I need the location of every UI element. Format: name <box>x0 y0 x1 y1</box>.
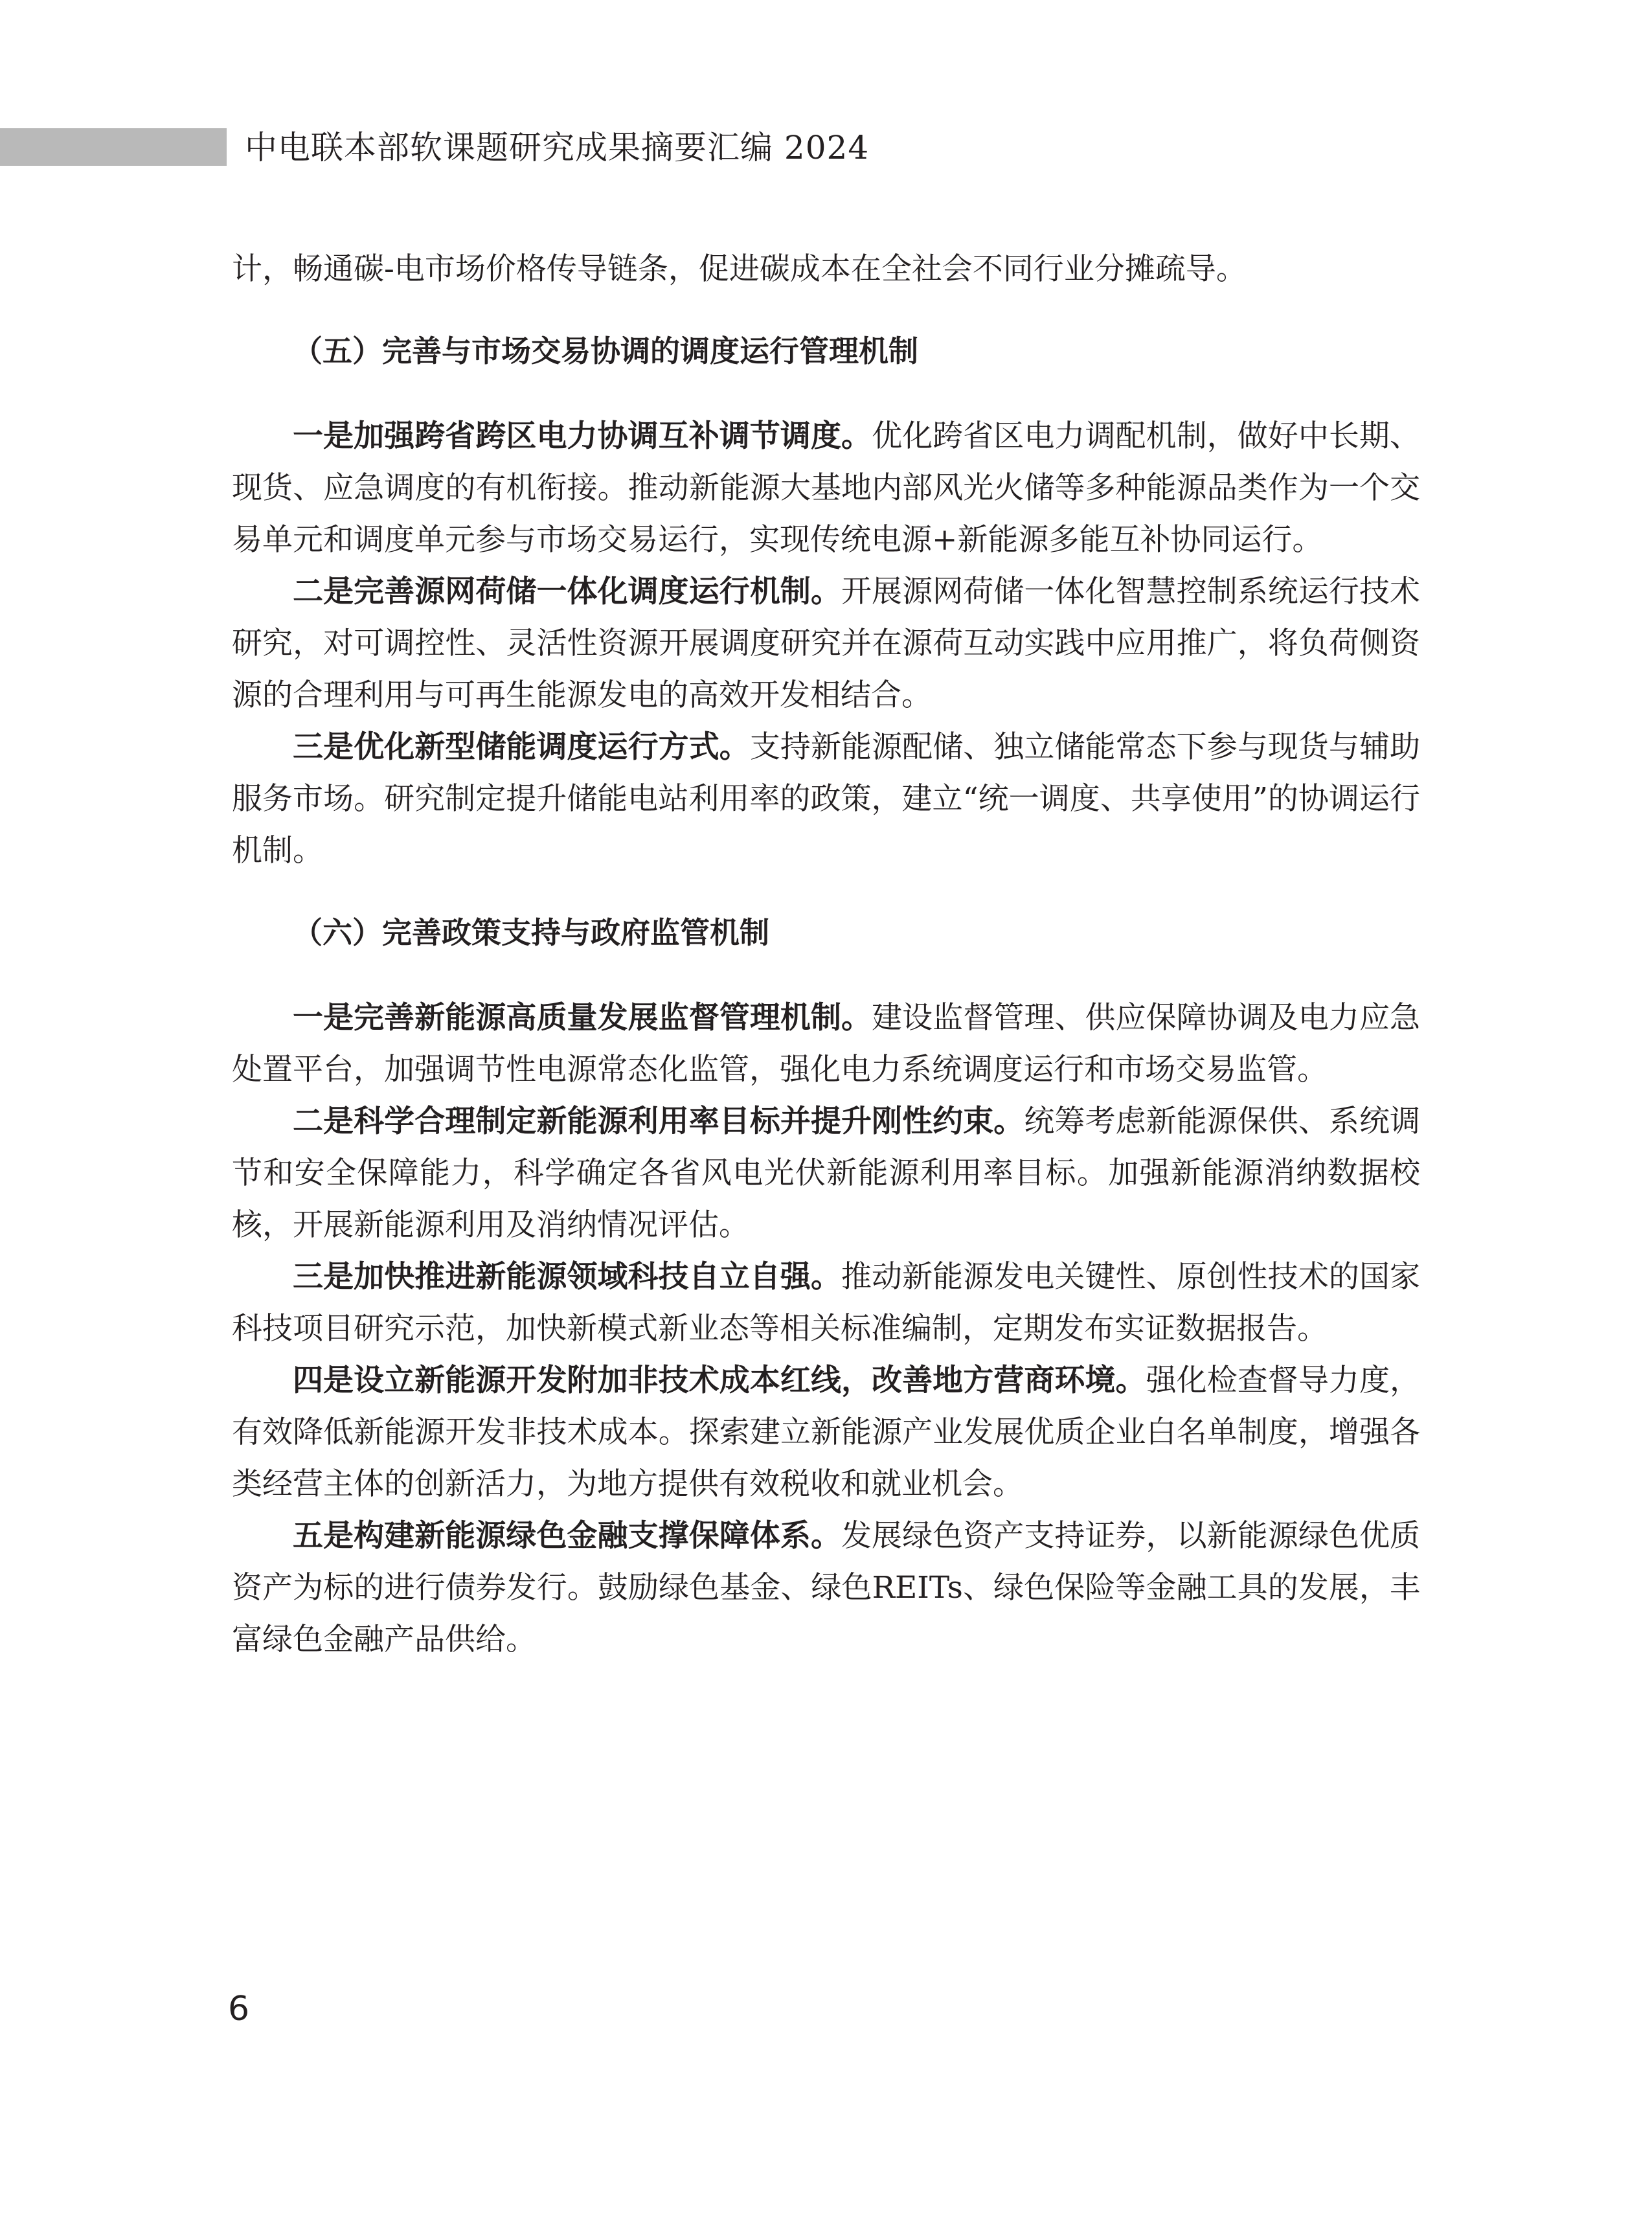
section6-item-2 <box>232 1096 1420 1251</box>
item-text: 发展绿色资产支持证券，以新能源绿色优质资产为标的进行债券发行。鼓励绿色基金、绿色REITs、绿色保险等金融工具的发展，丰富绿色金融产品供给。 <box>232 1518 1420 1657</box>
item-lead: 二是科学合理制定新能源利用率目标并提升刚性约束。 <box>293 1104 1024 1139</box>
intro-paragraph: 计，畅通碳-电市场价格传导链条，促进碳成本在全社会不同行业分摊疏导。 <box>232 251 1247 287</box>
section5-item-2 <box>232 566 1420 721</box>
page-number: 6 <box>228 1990 250 2028</box>
item-lead: 五是构建新能源绿色金融支撑保障体系。 <box>293 1518 841 1554</box>
header-gray-bar <box>0 128 227 166</box>
item-lead: 三是加快推进新能源领域科技自立自强。 <box>293 1259 841 1295</box>
item-lead: 四是设立新能源开发附加非技术成本红线，改善地方营商环境。 <box>293 1363 1146 1398</box>
item-lead: 一是完善新能源高质量发展监督管理机制。 <box>293 1000 872 1036</box>
section6-item-4 <box>232 1355 1420 1510</box>
section6-item-1 <box>232 992 1420 1096</box>
section-heading-5: （五）完善与市场交易协调的调度运行管理机制 <box>293 334 918 369</box>
item-lead: 二是完善源网荷储一体化调度运行机制。 <box>293 574 841 609</box>
header-divider <box>228 128 232 166</box>
section-heading-6: （六）完善政策支持与政府监管机制 <box>293 915 769 950</box>
item-text: 支持新能源配储、独立储能常态下参与现货与辅助服务市场。研究制定提升储能电站利用率的政策，建立“统一调度、共享使用”的协调运行机制。 <box>232 729 1421 869</box>
item-text: 推动新能源发电关键性、原创性技术的国家科技项目研究示范，加快新模式新业态等相关标准编制，定期发布实证数据报告。 <box>232 1259 1420 1346</box>
item-text: 强化检查督导力度，有效降低新能源开发非技术成本。探索建立新能源产业发展优质企业白名单制度，增强各类经营主体的创新活力，为地方提供有效税收和就业机会。 <box>232 1363 1421 1502</box>
item-lead: 三是优化新型储能调度运行方式。 <box>293 729 750 765</box>
running-title: 中电联本部软课题研究成果摘要汇编 2024 <box>245 129 870 166</box>
section6-item-5 <box>232 1510 1420 1666</box>
section5-item-1 <box>232 411 1420 566</box>
item-text: 开展源网荷储一体化智慧控制系统运行技术研究，对可调控性、灵活性资源开展调度研究并在源荷互动实践中应用推广，将负荷侧资源的合理利用与可再生能源发电的高效开发相结合。 <box>232 574 1420 713</box>
item-lead: 一是加强跨省跨区电力协调互补调节调度。 <box>293 418 872 454</box>
item-text: 优化跨省区电力调配机制，做好中长期、现货、应急调度的有机衔接。推动新能源大基地内部风光火储等多种能源品类作为一个交易单元和调度单元参与市场交易运行，实现传统电源+新能源多能互补协同运行。 <box>232 418 1421 558</box>
item-text: 统筹考虑新能源保供、系统调节和安全保障能力，科学确定各省风电光伏新能源利用率目标。加强新能源消纳数据校核，开展新能源利用及消纳情况评估。 <box>232 1104 1421 1243</box>
item-text: 建设监督管理、供应保障协调及电力应急处置平台，加强调节性电源常态化监管，强化电力系统调度运行和市场交易监管。 <box>232 1000 1421 1087</box>
section5-item-3 <box>232 721 1420 877</box>
page-body <box>232 244 1420 1666</box>
section6-item-3 <box>232 1251 1420 1355</box>
